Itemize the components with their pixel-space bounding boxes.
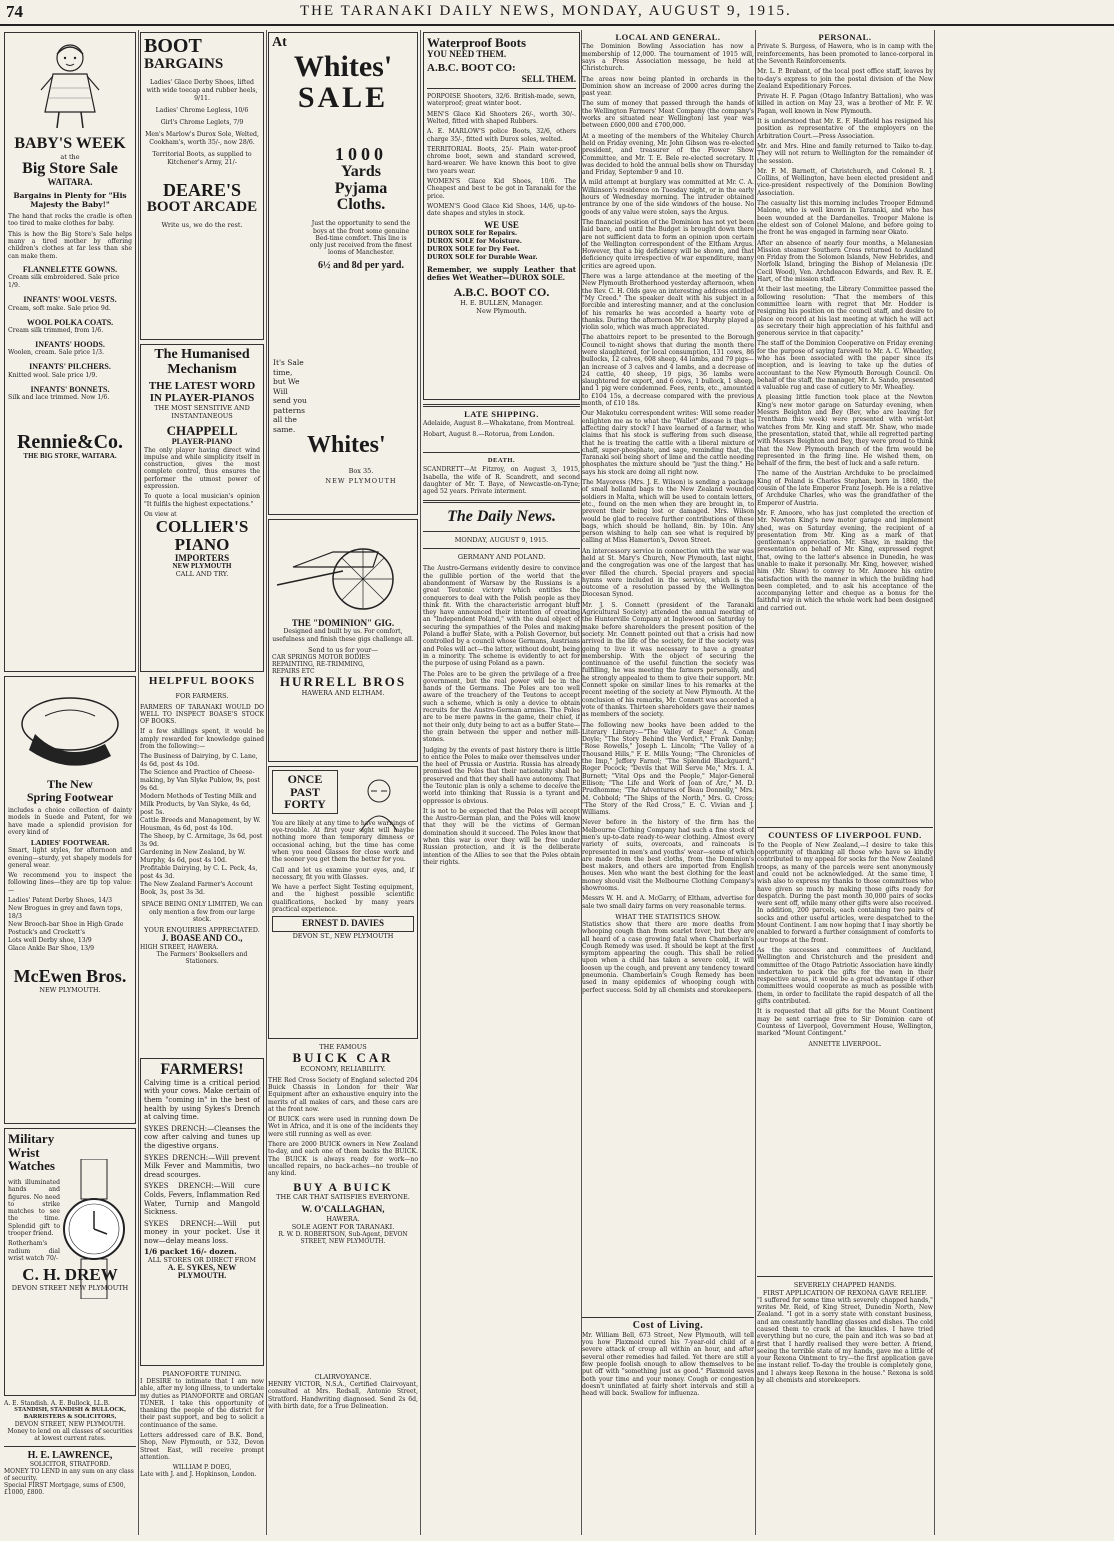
cost-of-living-title: Cost of Living. — [632, 1320, 704, 1332]
mcewen-sub: NEW PLYMOUTH. — [39, 985, 101, 994]
whites-city: NEW PLYMOUTH — [325, 477, 397, 485]
once-past-forty-ad — [268, 766, 418, 1039]
abc-boot-2: A.B.C. BOOT CO. — [453, 284, 550, 299]
column-divider — [266, 30, 267, 1535]
sykes-line: SYKES DRENCH:—Will put money in your pocket. Use it now—delay means loss. — [144, 1219, 260, 1245]
footwear-title-2: Spring Footwear — [26, 789, 114, 804]
countess-sig: ANNETTE LIVERPOOL. — [808, 1040, 882, 1048]
local-para: At a meeting of the members of the Whiteley Church held on Friday evening, Mr. John Gibson was re-elected president, and treasurer of the Flower Show Committee, and Mr. T. E. Bele re-elected secretary. It was decided to hold the annual bells show on Thursday and Friday, September 9 and 10. — [582, 132, 754, 177]
clairvoyance-notice — [268, 1373, 418, 1410]
legal-notice — [4, 1400, 136, 1442]
item-desc: Cream silk embroidered. Sale price 1/9. — [8, 274, 120, 290]
sykes-line: SYKES DRENCH:—Cleanses the cow after calving and tunes up the digestive organs. — [144, 1124, 260, 1150]
hurrell-brand: HURRELL BROS — [279, 674, 407, 690]
local-para: The following new books have been added to the Literary Library:—"The Valley of Fear," A. Conan Doyle; "The Story Behind the Verdict," Frank Danby; "Rose Rowells," Joseph L. Lincoln; "The Valley of a Thousand Hills," F. E. Mills Young; "The Chronicles of the Imp," Jeffery Farnol; "The Splendid Blackguard," Roger Pocock; "Devils that Will Serve Me," Mrs. I. A. Burnett; "Vital Ops and the People," Major-General Ellison; "The Life and Work of Joan of Arc," M. D. Prudhomme; "The Adventures of Beau Donnelly," Mrs. M. Cobbold; "The Ships of the North," Mrs. G. Cross; "The Story of the Red Cross," E. C. Vivian and J. Williams. — [582, 721, 754, 817]
item-desc: Silk and lace trimmed. Now 1/6. — [8, 394, 110, 402]
gig-body: Designed and built by us. For comfort, usefulness and finish these gigs challenge all. — [272, 628, 414, 643]
mcewen-brand: McEwen Bros. — [13, 966, 127, 987]
rennie-sub: THE BIG STORE, WAITARA. — [23, 452, 117, 461]
sykes-line: SYKES DRENCH:—Will cure Colds, Fevers, Inflammation Red Water, Turnip and Mangold Sickness. — [144, 1182, 260, 1217]
whites-desc: Just the opportunity to send the boys at the front some genuine Bed-time comfort. This line is only just received from the finest looms of Manchester. — [309, 220, 413, 257]
gig-carriage-icon — [273, 527, 413, 615]
farmers-ad — [140, 1058, 264, 1366]
cloths: Cloths. — [336, 196, 386, 214]
whites-price: 6½ and 8d per yard. — [318, 259, 404, 271]
boot-ad-line: TERRITORIAL Boots, 25/- Plain water-proof chrome boot, sewn and standard screwed, hard-wearer. We have known this boot to give two years wear. — [427, 145, 576, 175]
waterproof-title: Waterproof Boots — [427, 35, 527, 50]
gig-title: THE "DOMINION" GIG. — [291, 618, 395, 628]
ladies-footwear: LADIES' FOOTWEAR. — [30, 838, 110, 848]
column-6 — [757, 30, 933, 1535]
piano-tuning-notice — [140, 1370, 264, 1478]
page-number: 74 — [6, 2, 23, 21]
book-item: Cattle Breeds and Management, by W. Housman, 4s 6d, post 4s 10d. — [140, 817, 261, 833]
piano-title-5: THE MOST SENSITIVE AND INSTANTANEOUS — [154, 404, 250, 421]
books-intro: FARMERS OF TARANAKI WOULD DO WELL TO INSPECT BOASE'S STOCK OF BOOKS. — [140, 703, 264, 726]
personal-para: Mr. and Mrs. Hine and family returned to Taiko to-day. They will not return to Wellington for the remainder of the session. — [757, 142, 933, 165]
whites-box: Box 35. — [348, 467, 374, 475]
item-heading: INFANTS' HOODS. — [35, 339, 105, 349]
boot-ad-line: PORPOISE Shooters, 32/6. British-made, sewn, waterproof; great winter boot. — [427, 93, 576, 108]
countess-title: COUNTESS OF LIVERPOOL FUND. — [768, 830, 922, 841]
column-divider — [934, 30, 935, 1535]
boot-ad-line: A. E. MARLOW'S police Boots, 32/6, others charge 35/-, fitted with Durox soles, welted. — [427, 128, 576, 143]
waitara: WAITARA. — [47, 176, 93, 187]
babys-week-title: BABY'S WEEK — [14, 135, 126, 152]
boase-brand: J. BOASE AND CO., — [161, 933, 243, 944]
personal-para: It is understood that Mr. E. F. Hadfield has resigned his position as representative of the employers on the Arbitration Court.—Press Association. — [757, 118, 933, 140]
editorial-para: The Austro-Germans evidently desire to convince the gullible portion of the world that the abandonment of Warsaw by the Russians is a great Teutonic victory which entitles the conquerors to deal with the Polish people as they think fit. With the characteristic arrogant bluff they have announced their intention of creating an "Independent Poland," with the dual object of securing the sympathies of the Poles and making Poland a buffer State, with a Polish Governor, but controlled by a council whose Germans, Austrians and Poles will act—the latter, without doubt, being in a minority. The scheme is evidently to act for the purpose of using Poland as a pawn. — [423, 565, 580, 668]
countess-body-3: It is requested that all gifts for the Mount Continent may be sent carriage free to Sir Dominion care of Countess of Liverpool, Government House, Wellington, marked "Mount Contingent." — [757, 1008, 933, 1038]
rexona-title-2: FIRST APPLICATION OF REXONA GAVE RELIEF. — [762, 1288, 928, 1297]
whites-brand: Whites' — [307, 432, 386, 458]
death-body: SCANDRETT—At Fitzroy, on August 3, 1915, Isabella, the wife of R. Scandrett, and second daughter of Mr. T. Baye, of Newcastle-on-Tyne; aged 52 years. Private interment. — [423, 466, 580, 496]
piano-title-1: The Humanised — [154, 347, 250, 362]
abc-city: New Plymouth. — [476, 306, 527, 315]
buick-ad — [268, 1043, 418, 1373]
gig-rep: REPAIRS ETC — [272, 668, 315, 676]
footwear-line: New Brooch-bar Shoe in High Grade Postuck's and Crockett's — [8, 921, 124, 937]
column-2 — [140, 30, 264, 1535]
wrist-watch-icon — [63, 1159, 125, 1299]
drew-sub: DEVON STREET NEW PLYMOUTH — [11, 1284, 129, 1293]
statistics-heading: WHAT THE STATISTICS SHOW. — [615, 912, 721, 921]
column-5 — [582, 30, 754, 1535]
colliers-city: NEW PLYMOUTH — [172, 562, 232, 570]
late-shipping-title: LATE SHIPPING. — [464, 409, 539, 419]
watch-title-3: Watches — [8, 1158, 55, 1174]
whites-at: At — [272, 35, 287, 50]
helpful-books-ad — [140, 676, 264, 1056]
yards-count: 1000 — [335, 144, 387, 164]
tuning-title: PIANOFORTE TUNING. — [162, 1370, 242, 1378]
footwear-line: Glace Ankle Bar Shoe, 13/9 — [8, 945, 95, 953]
wrist-watch-ad — [4, 1128, 136, 1396]
rexona-title: SEVERELY CHAPPED HANDS. — [793, 1280, 897, 1289]
boot-bargains-ad — [140, 32, 264, 340]
editorial-heading: GERMANY AND POLAND. — [457, 553, 546, 562]
tuning-body: I DESIRE to intimate that I am now able, after my long illness, to undertake my duties as PIANOFORTE and ORGAN TUNER. I take this opportunity of thanking the people of the district for their past support, and beg to solicit a continuance of the same. — [140, 1378, 264, 1429]
legal-line: Money to lend on all classes of securities at lowest current rates. — [7, 1427, 133, 1442]
colliers-piano: PIANO — [174, 534, 230, 554]
whites-sale: SALE — [297, 81, 389, 115]
countess-body: To the People of New Zealand,—I desire to take this opportunity of thanking all those who have so kindly contributed to my appeal for socks for the New Zealand troops, as many of the parcels were sent anonymously and could not be acknowledged. At the same time, I wish also to express my thanks to those committees who have given so much by making those gifts ready for despatch. During the past month 30,000 pairs of socks were sent off, while many other gifts were also received. In addition, 200 parcels, each containing two pairs of socks and other useful articles, were despatched to the Mount Continent. I am now hoping that I may shortly be enabled to forward a further consignment of comforts to our troops at the front. — [757, 841, 933, 944]
boot-tag: Write us, we do the rest. — [161, 221, 243, 230]
column-4 — [423, 30, 580, 1535]
tuning-sig-2: Late with J. and J. Hopkinson, London. — [140, 1471, 257, 1479]
spring-footwear-ad — [4, 676, 136, 1124]
legal-line: BARRISTERS & SOLICITORS, — [23, 1412, 117, 1420]
item-desc: Knitted wool. Sale price 1/9. — [8, 371, 98, 379]
chappell-sub: PLAYER-PIANO — [171, 437, 233, 447]
boot-line: Ladies' Chrome Legless, 10/6 — [155, 106, 249, 114]
yards: Yards — [340, 162, 381, 180]
books-title: HELPFUL BOOKS — [148, 676, 256, 687]
lawrence-line: MONEY TO LEND in any sum on any class of security. — [4, 1468, 134, 1483]
book-item: The Sheep, by C. Armitage, 3s 6d, post 3s 9d. — [140, 833, 263, 849]
boot-arcade: BOOT ARCADE — [146, 198, 258, 215]
watch-title-1: Military — [8, 1131, 55, 1146]
abc-manager: H. E. BULLEN, Manager. — [460, 298, 543, 307]
personal-para: At their last meeting, the Library Committee passed the following resolution: "That the members of this committee learn with regret that Mr. Hodder is resigning his position on the council staff, and desire to place on record at his last meeting at which he will act as secretary their high appreciation of his faithful and generous service in that capacity." — [757, 286, 933, 338]
personal-para: The name of the Austrian Archduke to be proclaimed King of Poland is Charles Stephan, born in 1860, the cousin of the late Emperor Franz Joseph. He is a relative of Archduke Charles, who was the grandfather of the Emperor of Austria. — [757, 470, 933, 507]
personal-para: Private H. F. Pagan (Otago Infantry Battalion), who was killed in action on May 23, was a brother of Mr. F. W. Pagan, well known in New Plymouth. — [757, 93, 933, 115]
local-para: The sum of money that passed through the hands of the Wellington Farmers' Meat Company (the company's works are situated near Wellington) last year was between £600,000 and £700,000. — [582, 100, 754, 130]
buick-body: THE Red Cross Society of England selected 204 Buick Chassis in London for their War Equipment after an exhaustive enquiry into the merits of all makes of cars, and these cars are at the front now. — [268, 1076, 418, 1113]
footwear-desc: Smart, light styles, for afternoon and evening—sturdy, yet shapely models for general wear. — [8, 847, 132, 869]
forty-3: FORTY — [284, 797, 326, 812]
buy-buick: BUY A BUICK — [293, 1179, 393, 1194]
personal-title: PERSONAL. — [818, 32, 872, 42]
local-para: The Mayoress (Mrs. J. E. Wilson) is sending a package of small hollanid bags to the New Zealand wounded soldiers in Malta, which will be used to contain letters, etc., found on the men when they are brought in, to prevent their being lost or damaged. Mrs. Wilson would be glad to receive further contributions of these bags, which should be holland, 8in. by 10in. Any person wishing to help can see what is required by calling at Miss Hamerton's, Devon Street. — [582, 479, 754, 545]
chappell-brand: CHAPPELL — [166, 423, 238, 439]
farmers-title: FARMERS! — [160, 1061, 244, 1078]
personal-para: Private S. Burgess, of Hawera, who is in camp with the reinforcements, has been promoted to lance-corporal in the Seventh Reinforcements. — [757, 43, 933, 65]
baby-illustration-icon — [35, 40, 105, 132]
boot-line: Ladies' Glace Derby Shoes, lifted with wide toecap and rubber heels, 9/11. — [146, 78, 258, 102]
boot-ad-line: WOMEN'S Good Glace Kid Shoes, 14/6, up-to-date shapes and styles in stock. — [427, 202, 576, 218]
book-item: Gardening in New Zealand, by W. Murphy, 4s 6d, post 4s 10d. — [140, 849, 246, 865]
waterproof-boots-ad — [423, 32, 580, 400]
local-para: A mild attempt at burglary was committed at Mr. C. A. Wilkinson's residence on Tuesday night, or in the early hours of Wednesday morning. The intruder obtained entrance by one of the side windows of the house. No goods of any value were stolen, says the Argus. — [582, 179, 754, 216]
buick-famous: THE FAMOUS — [319, 1043, 367, 1051]
sykes-line: SYKES DRENCH:—Will prevent Milk Fever and Mammitis, two dread scourges. — [144, 1153, 260, 1179]
book-item: Profitable Dairying, by C. L. Peck, 4s, post 4s 3d. — [140, 865, 258, 881]
shipping-line: Adelaide, August 8.—Whakatane, from Montreal. — [423, 420, 575, 428]
tuning-sig: WILLIAM P. DOEG, — [172, 1464, 232, 1472]
local-para: The areas now being planted in orchards in the Dominion show an increase of 2000 acres during the past year. — [582, 75, 754, 98]
local-para: Never before in the history of the firm has the Melbourne Clothing Company had such a fine stock of men's up-to-date ready-to-wear clothing. Almost every variety of suits, overcoats, and raincoats is represented in men's and youths' wear—some of which are made from the best cloths, from the Dominion's best makers, and others are imported from English houses. Men who want the best clothing for the least money should visit the Melbourne Clothing Company's showrooms. — [582, 819, 754, 893]
footwear-line: Lots well Derby shoe, 13/9 — [8, 937, 92, 945]
footwear-title-1: The New — [47, 777, 93, 791]
footwear-line: New Brogues in grey and fawn tops, 18/3 — [8, 905, 123, 921]
dominion-gig-ad — [268, 519, 418, 762]
buick-satisfies: THE CAR THAT SATISFIES EVERYONE. — [276, 1193, 410, 1202]
colliers-call: CALL AND TRY. — [175, 570, 229, 579]
piano-title-4: IN PLAYER-PIANOS — [149, 391, 255, 404]
editorial-para: Judging by the events of past history there is little to entice the Poles to make over themselves under the heel of Prussia or Austria. Russia has already promised the Poles that their nationality shall be preserved and that they shall have autonomy. That the Teutonic plan is only a scheme to deceive the world into thinking that Russia is a tyrant and oppressor is obvious. — [423, 746, 580, 805]
colliers-brand: COLLIER'S — [155, 516, 249, 536]
chappell-piano-ad — [140, 344, 264, 672]
sykes-brand: A. E. SYKES, NEW PLYMOUTH. — [167, 1262, 237, 1281]
gig-send: Send to us for your— — [308, 646, 378, 655]
legal-line: DEVON STREET, NEW PLYMOUTH. — [14, 1420, 126, 1428]
column-1 — [4, 30, 136, 1535]
local-para: The abattoirs report to be presented to the Borough Council to-night shows that during the month there were slaughtered, for local consumption, 131 cows, 86 bullocks, 12 calves, 608 sheep, 44 lambs, and 79 pigs—an increase of 3 calves and 4 lambs, and a decrease of 24 cattle, 40 sheep, 19 pigs, 36 lambs were slaughtered for export, and 6 cows, 1 bullock, 1 sheep, and 1 pig were condemned. Fees, rents, etc., amounted to £104 15s, a decrease compared with the previous month, of £10 18s. — [582, 334, 754, 408]
abc-boot: A.B.C. BOOT CO: — [427, 62, 516, 75]
forty-1: ONCE — [287, 772, 323, 786]
editorial-para: It is not to be expected that the Poles will accept the Austro-German plan, and the Poles will know that they will be the victims of German domination should it succeed. The Poles know that when this war is over they will be free under Russian protection, and it is the deliberate intention of the Allies to see that the Poles obtain their rights. — [423, 807, 580, 866]
personal-para: Mr. F. Amoore, who has just completed the erection of Mr. Newton King's new motor garage and implement shed, was on Saturday evening, the recipient of a presentation from Mr. King as a mark of that gentleman's appreciation. Mr. Shaw, in making the presentation on behalf of Mr. King, expressed regret that, owing to the latter's absence in Dunedin, he was unable to make it personally. Mr. King, however, wished him (Mr. Shaw) to convey to Mr. Amoore his entire satisfaction with the manner in which the building had been completed, and to ask his acceptance of the accompanying letter and cheque as a bonus for the faithful way in which the whole work had been designed and carried out. — [757, 509, 933, 612]
personal-para: The casualty list this morning includes Trooper Edmund Malone, who is well known in Taranaki, and who has been wounded at the Dardanelles. Trooper Malone is the eldest son of Colonel Malone, and before going to the front he was engaged in farming near Okato. — [757, 200, 933, 237]
buick-body-3: There are 2000 BUICK owners in New Zealand to-day, and each one of them backs the BUICK. The BUICK is always ready for work—no uncalled repairs, no back-aches—no trouble of any kind. — [268, 1141, 418, 1178]
cost-of-living-body: Mr. William Bell, 673 Street, New Plymouth, will tell you how Plaxmoid cured his 7-year-old child of a severe attack of croup all within an hour, and after several other remedies had failed. Yet there are still a few people foolish enough to allow themselves to be put off with "something just as good." Plaxmoid saves both your time and your money. Cough or congestion doesn't uninflated at fairly short intervals and still a head will back. Swallow for influenza. — [582, 1331, 754, 1398]
farmers-body: Calving time is a critical period with your cows. Make certain of them "coming in" in the best of health by using Sykes's Drench at calving time. — [144, 1078, 260, 1122]
buick-title: BUICK CAR — [292, 1050, 394, 1065]
column-3 — [268, 30, 418, 1535]
local-general-title: LOCAL AND GENERAL. — [615, 32, 721, 42]
masthead — [0, 0, 1114, 26]
sell-them: SELL THEM. — [521, 73, 576, 84]
footwear-desc-2: We recommend you to inspect the following lines—they are tip top value:— — [8, 872, 132, 894]
rennie-brand: Rennie&Co. — [16, 431, 124, 454]
lawrence-line: SOLICITOR, STRATFORD. — [29, 1461, 111, 1469]
we-use: WE USE — [484, 219, 519, 230]
boase-addr: HIGH STREET, HAWERA. — [140, 943, 219, 951]
daily-news-title: The Daily News. — [447, 507, 556, 525]
book-item: The New Zealand Farmer's Account Book, 3s, post 3s 3d. — [140, 881, 253, 897]
forty-body-3: We have a perfect Sight Testing equipment, and the highest possible scientific qualifications, backed by many years practical experience. — [272, 884, 414, 914]
agent-city: HAWERA. — [326, 1214, 360, 1223]
boot-ad-line: MEN'S Glace Kid Shooters 26/-, worth 30/-. Welted, fitted with shaped Rubbers. — [427, 110, 576, 125]
personal-para: The staff of the Dominion Cooperative on Friday evening for the purpose of saying farewell to Mr. A. C. Wheatley, who has been associated with the paper since its inception, and is leaving to take up the duties of accountant to the New Plymouth Borough Council. On behalf of the staff, the manager, Mr. A. Sando, presented a valuable rug and case of cutlery to Mr. Wheatley. — [757, 340, 933, 392]
durox-line: DUROX SOLE for Dry Feet. — [427, 245, 520, 253]
durox-remember: Remember, we supply Leather that defies Wet Weather—DUROX SOLE. — [427, 264, 576, 283]
item-desc: Woolen, cream. Sale price 1/3. — [8, 349, 104, 357]
item-desc: Cream silk trimmed, from 1/6. — [8, 326, 104, 334]
sub-agent: R. W. D. ROBERTSON, Sub-Agent, DEVON STREET, NEW PLYMOUTH. — [278, 1230, 408, 1245]
legal-line: A. E. Standish. A. E. Bullock, LL.B. — [4, 1400, 110, 1407]
durox-line: DUROX SOLE for Repairs. — [427, 229, 518, 237]
whites-name: Whites' — [293, 49, 393, 83]
books-intro-2: If a few shillings spent, it would be amply rewarded for knowledge gained from the following:— — [140, 728, 264, 751]
durox-line: DUROX SOLE for Moisture. — [427, 237, 522, 245]
local-para: The financial position of the Dominion has not yet been laid bare, and until the Budget is brought down there are not sufficient data to form an opinion upon certain of the Wellington correspondent of the Eltham Argus. However, that a big deficiency will be shown, and that deficiency quite irrespective of war expenditure, many critics are agreed upon. — [582, 218, 754, 270]
piano-body-2: To quote a local musician's opinion "It fulfils the highest expectations." — [144, 493, 260, 508]
watch-title-2: Wrist — [8, 1144, 40, 1160]
book-item: Modern Methods of Testing Milk and Milk Products, by Van Slyke, 4s 6d, post 5s. — [140, 793, 257, 817]
clair-body: HENRY VICTOR, N.S.A., Certified Clairvoyant, consulted at Mrs. Redsall, Antonio Street, Stratford. Handwriting diagnosed. Send 2s 6d, with birth date, for a True Delineation. — [268, 1381, 418, 1410]
local-para: Messrs W. H. and A. McGarry, of Eltham, advertise for sale two small dairy farms on very reasonable terms. — [582, 895, 754, 910]
piano-body: The only player having direct wind impulse and while simplicity itself in construction, gives the most complete control, thus ensures the performer the utmost power of expression. — [144, 446, 260, 490]
death-title: DEATH. — [487, 457, 516, 464]
column-divider — [138, 30, 139, 1535]
lawrence-notice — [4, 1451, 136, 1497]
boase-addr-2: The Farmers' Booksellers and Stationers. — [156, 950, 248, 965]
statistics-para: Statistics show that there are more deaths from whooping cough than from scarlet fever, but they are all heard of a case growing fatal when Chamberlain's Cough Remedy was used. It should be kept at the first symptom appearing the cough. This shall be relied upon when a child has taken a severe cold, it will loosen up the cough, and prevent any tendency toward pneumonia. Chamberlain's Cough Remedy has been used in many epidemics of whooping cough with perfect success. Sold by all chemists and storekeepers. — [582, 920, 754, 994]
books-sub: FOR FARMERS. — [175, 691, 229, 700]
local-para: Mr. J. S. Connett (president of the Taranaki Agricultural Society) attended the annual meeting of the Hunterville Company at Inglewood on Saturday to make before shareholders the present position of the society. Mr. Connett pointed out that a crisis had now arrived in the life of the society, for if the society was going to live it was necessary to have a greater membership. With the object of securing the continuance of the useful function the society was fulfilling, he was meeting the farmers personally, and he strongly appealed to them to give their support. Mr. Connett spoke on similar lines to his remarks at the recent meeting of the society at New Plymouth. At the conclusion of his remarks, Mr. Connett was accorded a vote of thanks. Thirteen shareholders gave their names as members of the society. — [582, 601, 754, 719]
lawrence-line: Special FIRST Mortgage, sums of £500, £1000, £800. — [4, 1482, 126, 1497]
pyjama: Pyjama — [334, 179, 388, 197]
sykes-price: 1/6 packet 16/- dozen. — [144, 1247, 237, 1257]
shoe-illustration-icon — [15, 684, 125, 774]
bargains-title: BARGAINS — [144, 56, 224, 72]
agent-sole: SOLE AGENT FOR TARANAKI. — [291, 1222, 395, 1231]
countess-body-2: As the successes and committees of Auckland, Wellington and Christchurch and the president and committee of the Otago Patriotic Association have kindly undertaken to pack the gifts for the men in their respective areas, it would be a great advantage if other committees would cooperate as much as possible with them, in order to facilitate the rapid despatch of all the gifts contributed. — [757, 946, 933, 1006]
sykes-all: ALL STORES OR DIRECT FROM — [147, 1255, 257, 1264]
item-heading: WOOL POLKA COATS. — [26, 317, 114, 327]
piano-onview: On view at — [144, 510, 177, 518]
item-heading: INFANTS' PILCHERS. — [29, 362, 111, 372]
man-reading-icon — [349, 773, 409, 833]
personal-para: Mr. F. M. Barnett, of Christchurch, and Colonel R. J. Collins, of Wellington, have been elected president and vice-president respectively of the Dominion Bowling Association. — [757, 167, 933, 197]
big-store-sale: Big Store Sale — [22, 159, 118, 177]
babys-week-ad — [4, 32, 136, 672]
personal-para: After an absence of nearly four months, a Melanesian Mission steamer Southern Cross returned to Auckland on Friday from the Solomon Islands, New Hebrides, and Norfolk Island, bringing the Bishop of Melanesia (Dr. Cecil Wood), Ven. Archdeacon Edwards, and Rev. R. E. Hart, of the mission staff. — [757, 239, 933, 284]
local-para: An intercessory service in connection with the war was held at St. Mary's Church, New Plymouth, last night, and the congregation was one of the largest that has ever filled the church. Special prayers and special hymns were included in the service, which is the outcome of a resolution passed by the Wellington Diocesan Synod. — [582, 547, 754, 599]
clair-title: CLAIRVOYANCE. — [314, 1373, 372, 1381]
boot-line: Men's Marlow's Durox Sole, Welted, Cookham's, worth 35/-, now 28/6. — [145, 130, 259, 146]
intro-2: This is how the Big Store's Sale helps many a tired mother by offering children's clothes at far less than she can make them. — [8, 230, 132, 260]
hurrell-addr: HAWERA AND ELTHAM. — [301, 688, 385, 697]
gig-rep: REPAINTING, RE-TRIMMING, — [272, 661, 365, 669]
boot-line: Girl's Chrome Leglets, 7/9 — [160, 118, 244, 126]
local-para: There was a large attendance at the meeting of the New Plymouth Brotherhood yesterday afternoon, when the Rev. C. H. Olds gave an interesting address entitled "My Creed." The speaker dealt with his subject in a forcible and interesting manner, and at the conclusion of his remarks he was accorded a hearty vote of thanks. During the afternoon Mr. Roy Murphy played a violin solo, which was much appreciated. — [582, 273, 754, 332]
boot-title: BOOT — [144, 35, 202, 57]
forty-body-2: Call and let us examine your eyes, and, if necessary, fit you with Glasses. — [272, 866, 414, 881]
boot-line: Territorial Boots, as supplied to Kitchener's Army, 21/- — [152, 150, 252, 166]
whites-side: It's Sale time, but We Will send you patterns all the same. — [273, 358, 307, 434]
personal-para: A pleasing little function took place at the Newton King's new motor garage on Saturday evening, when Messrs Beighton and Bey (Bev, who are leaving for Trentham this week) were presented with wrist-let watches from Mr. King and staff. Mr. Shaw, who made the presentation, stated that, while all regretted parting with Messrs Beighton and Bey, they were proud to think that the New Plymouth branch of the firm would be represented in the firing line. He wished them, on behalf of the firm, the best of luck and a safe return. — [757, 394, 933, 468]
colliers-importers: IMPORTERS — [174, 552, 230, 563]
davies-brand: ERNEST D. DAVIES — [272, 916, 414, 931]
editorial-para: The Poles are to be given the privilege of a free government, but the real power will be in the hands of the Germans. The Poles are too well aware of the treachery of the Teutons to accept such a scheme, which is only a device to obtain recruits for the Austro-German armies. The Poles are to be mere pawns in the game, their chief, if not their only, duty being to act as a buffer State—the grain between the upper and nether mill-stones. — [423, 670, 580, 744]
rexona-body: "I suffered for some time with severely chapped hands," writes Mr. Reid, of King Street, Dunedin North, New Zealand. "I got in a sorry state with constant business, and am constantly handling glasses and dishes. The cold caused them to crack at the knuckles. I have tried everything but no cure, the pain and itch was so bad at first that I hardly realised they were better. A friend, seeing the terrible state of my hands, gave me a little of your Rexona Ointment to try—the first application gave me instant relief. To-day the trouble is completely gone, and I always keep Rexona in the house." Rexona is sold by all chemists and storekeepers. — [757, 1296, 933, 1385]
ocallaghan: W. O'CALLAGHAN, — [301, 1204, 385, 1215]
piano-title-2: Mechanism — [167, 361, 237, 377]
tuning-body-2: Letters addressed care of B.K. Bond, Shop, New Plymouth, or 532, Devon Street East, will receive prompt attention. — [140, 1432, 264, 1461]
footwear-intro: includes a choice collection of dainty models in Suede and Patent, for we have made a splendid provision for every kind of — [8, 807, 132, 837]
book-item: The Business of Dairying, by C. Lane, 4s 6d, post 4s 10d. — [140, 753, 258, 769]
drew-brand: C. H. DREW — [22, 1265, 118, 1285]
local-para: The Dominion Bowling Association has now a membership of 12,000. The tournament of 1915 will, says a Press Association message, be held at Christchurch. — [582, 43, 754, 73]
watch-desc: with illuminated hands and figures. No need to strike matches to see the time. Splendid gift to trooper friend. — [8, 1178, 60, 1237]
intro-1: The hand that rocks the cradle is often too tired to make clothes for baby. — [8, 213, 132, 228]
lawrence-name: H. E. LAWRENCE, — [27, 1449, 113, 1461]
whites-sale-ad — [268, 32, 418, 515]
forty-body: You are likely at any time to have warnings of eye-trouble. At first your sight will maybe nothing more than temporary dimness or occasional aching, but the time has come when you need Glasses for close work and the sooner you get them the better for you. — [272, 819, 414, 864]
column-divider — [420, 30, 421, 1535]
watch-price: Rotherham's radium dial wrist watch 70/- — [8, 1240, 60, 1262]
books-space: SPACE BEING ONLY LIMITED, We can only mention a few from our large stock. — [141, 901, 263, 923]
durox-line: DUROX SOLE for Durable Wear. — [427, 253, 538, 261]
item-heading: INFANTS' WOOL VESTS. — [23, 295, 117, 305]
babys-at: at the — [60, 152, 80, 161]
piano-title-3: THE LATEST WORD — [148, 380, 256, 393]
legal-firm: STANDISH, STANDISH & BULLOCK, — [14, 1406, 126, 1413]
boot-ad-line: WOMEN'S Glace Kid Shoes, 10/6. The Cheapest and best to be got in Taranaki for the price. — [427, 178, 576, 200]
books-enquiries: YOUR ENQUIRIES APPRECIATED. — [144, 926, 260, 935]
newspaper-title: THE TARANAKI DAILY NEWS, MONDAY, AUGUST 9, 1915. — [300, 3, 792, 19]
gig-rep: CAR SPRINGS MOTOR BODIES — [272, 654, 370, 662]
footwear-line: Ladies' Patent Derby Shoes, 14/3 — [8, 897, 113, 905]
forty-2: PAST — [290, 784, 320, 799]
you-need: YOU NEED THEM. — [427, 48, 507, 59]
item-heading: INFANTS' BONNETS. — [30, 384, 110, 394]
column-divider — [755, 30, 756, 1535]
shipping-line: Hobart, August 8.—Rotorua, from London. — [423, 430, 555, 438]
item-heading: FLANNELETTE GOWNS. — [22, 264, 118, 274]
book-item: The Science and Practice of Cheese-making, by Van Slyke Publow, 9s, post 9s 6d. — [140, 769, 260, 793]
buick-body-2: Of BUICK cars were used in running down De Wet in Africa, and it is one of the incidents they were still running as well as ever. — [268, 1116, 418, 1138]
item-desc: Cream, soft make. Sale price 9d. — [8, 304, 111, 312]
deare-brand: DEARE'S — [162, 179, 242, 200]
bargains-text: Bargains in Plenty for "His Majesty the Baby!" — [13, 191, 127, 210]
local-para: Our Makotuku correspondent writes: Will some reader enlighten me as to what the "Wallet" disease is that is affecting dairy stock? I have learned of a farmer, who claims that his stock is suffering from such disease, that he is treating the cattle with a liberal mixture of chaff, super-phosphate, and sage, reminding that, the Taranaki soil being short of lime and the cattle needing phosphates the mixture should be "just the thing." He says his stock are doing all right now. — [582, 410, 754, 476]
personal-para: Mr. L. P. Brabant, of the local post office staff, leaves by to-day's express to join the postal division of the New Zealand Expeditionary Forces. — [757, 68, 933, 90]
davies-sub: DEVON ST., NEW PLYMOUTH — [292, 931, 394, 940]
buick-tag: ECONOMY, RELIABILITY. — [300, 1064, 386, 1073]
daily-date: MONDAY, AUGUST 9, 1915. — [454, 536, 549, 545]
